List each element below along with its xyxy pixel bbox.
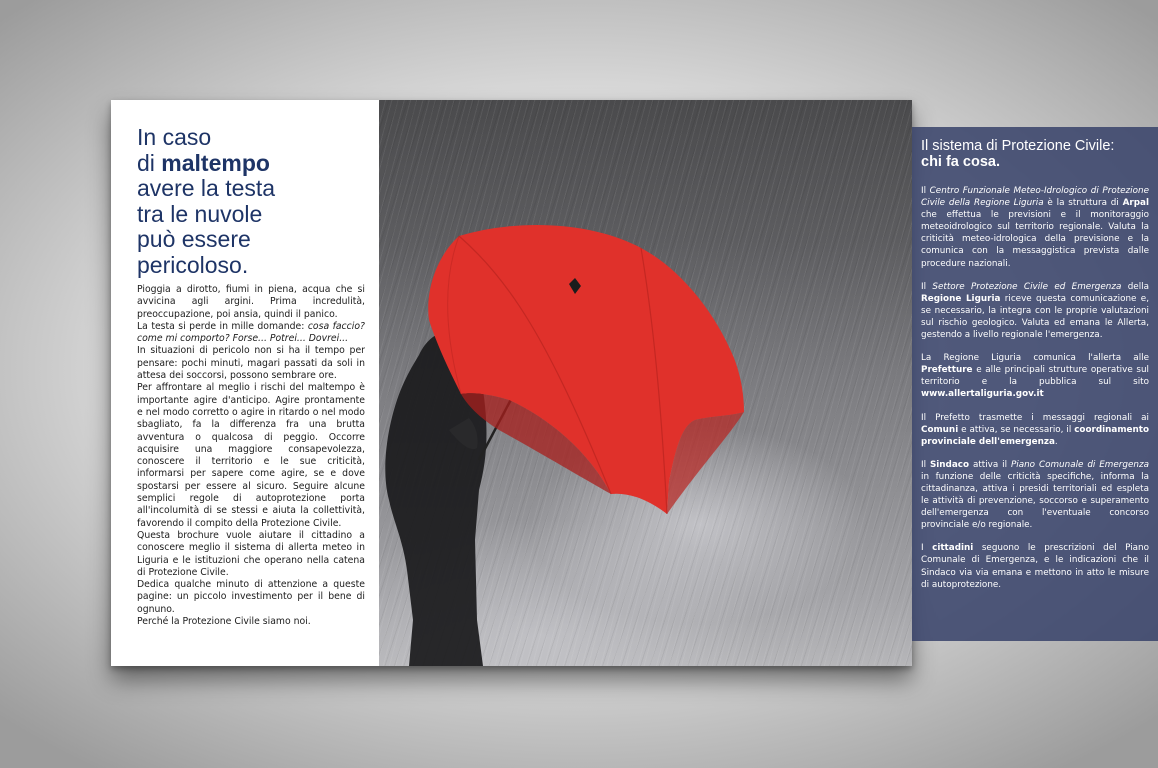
info-span: della xyxy=(1121,281,1149,292)
info-box-title xyxy=(921,138,1149,170)
info-italic: Centro Funzionale Meteo-Idrologico di Protezione Civile della Regione Liguria xyxy=(921,186,1149,209)
website-link: www.allertaliguria.gov.it xyxy=(921,389,1044,400)
body-span: La testa si perde in mille domande: xyxy=(137,320,308,332)
info-paragraph-sindaco xyxy=(921,459,1149,532)
info-bold: Regione Liguria xyxy=(921,293,1001,304)
headline-line xyxy=(137,151,377,177)
info-paragraph-cittadini xyxy=(921,542,1149,590)
body-paragraph: Perché la Protezione Civile siamo noi. xyxy=(137,616,311,628)
info-span: è la struttura di xyxy=(1043,198,1123,209)
headline-line: In caso xyxy=(137,124,212,150)
headline-line: avere la testa xyxy=(137,175,276,201)
info-bold: coordinamento provinciale dell'emergenza xyxy=(921,424,1149,447)
info-bold: Comuni xyxy=(921,424,959,435)
info-bold: Prefetture xyxy=(921,365,973,376)
info-paragraph-prefetture xyxy=(921,352,1149,400)
headline-prefix: di xyxy=(137,149,162,176)
left-text-panel xyxy=(111,100,379,666)
rain-umbrella-photo xyxy=(379,100,1150,666)
info-span: e alle principali strutture operative sul territorio e la pubblica sul sito xyxy=(921,365,1149,388)
headline-line: pericoloso. xyxy=(137,251,249,278)
brochure-spread xyxy=(111,100,1150,666)
info-span: Il xyxy=(921,281,933,292)
body-paragraph: Pioggia a dirotto, fiumi in piena, acqua che si avvicina agli argini. Prima incredulità, preoccupazione, poi ansia, quindi il panico. xyxy=(137,284,365,320)
info-paragraph-regione xyxy=(921,281,1149,341)
body-paragraph: Questa brochure vuole aiutare il cittadino a conoscere meglio il sistema di allerta meteo in Liguria e le istituzioni che operano nella catena di Protezione Civile. xyxy=(137,529,365,578)
info-span: . xyxy=(1054,436,1058,447)
info-span: in funzione delle criticità specifiche, informa la cittadinanza, attiva i presidi territoriali ed espleta le attività di prevenzione, soccorso e superamento dell'emergenza con l'eventuale concorso provinciale e/o regionale. xyxy=(921,471,1149,531)
info-box-protezione-civile xyxy=(912,127,1158,641)
headline-line: tra le nuvole xyxy=(137,200,263,227)
info-bold: cittadini xyxy=(932,543,974,554)
info-span: La Regione Liguria comunica l'allerta alle xyxy=(921,353,1149,364)
info-span: Il Prefetto trasmette i messaggi regionali ai xyxy=(921,412,1149,423)
info-span: e attiva, se necessario, il xyxy=(958,424,1075,435)
umbrella-person-illustration xyxy=(379,100,912,666)
info-title-line: Il sistema di Protezione Civile: xyxy=(921,138,1115,154)
body-paragraph xyxy=(137,321,365,346)
info-span: riceve questa comunicazione e, se necessario, la integra con le proprie valutazioni sul rischio geologico. Valuta ed emana le Allerta, gestendo a livello regionale l'emergenza. xyxy=(921,293,1150,341)
body-paragraph: Per affrontare al meglio i rischi del maltempo è importante agire d'anticipo. Agire prontamente e nel modo corretto o agire in ritardo o nel modo sbagliato, fa la differenza fra una brutta avventura o qualcosa di peggio. Occorre acquisire una maggiore consapevolezza, conoscere il territorio e le sue criticità, informarsi per sapere come agire, se e dove spostarsi per essere al sicuro. Seguire alcune semplici regole di autoprotezione porta all'incolumità di se stessi e aiuta la collettività, favorendo il compito della Protezione Civile. xyxy=(137,382,365,529)
info-bold: Sindaco xyxy=(929,459,970,470)
info-title-line: chi fa cosa. xyxy=(921,154,1000,170)
info-span: seguono le prescrizioni del Piano Comunale di Emergenza, e le indicazioni che il Sindaco via via emana e mettono in atto le misure di autoprotezione. xyxy=(921,543,1149,590)
info-span: Il xyxy=(921,459,930,470)
info-italic: Settore Protezione Civile ed Emergenza xyxy=(932,281,1122,292)
intro-body-text xyxy=(137,284,365,628)
info-paragraph-prefetto xyxy=(921,412,1149,448)
body-paragraph: In situazioni di pericolo non si ha il tempo per pensare: pochi minuti, magari passati da soli in attesa dei soccorsi, possono sembrare ore. xyxy=(137,345,365,382)
body-paragraph: Dedica qualche minuto di attenzione a queste pagine: un piccolo investimento per il bene di ognuno. xyxy=(137,579,365,615)
headline xyxy=(137,125,377,278)
info-bold: Arpal xyxy=(1122,198,1149,209)
info-span: che effettua le previsioni e il monitoraggio meteoidrologico sul territorio regionale. Valuta la criticità meteo-idrologica della previsione e la comunica con la messaggistica prevista dalle procedure nazionali. xyxy=(921,210,1149,269)
info-span: I xyxy=(921,543,933,554)
info-span: Il xyxy=(921,186,930,196)
body-italic: cosa faccio? come mi comporto? Forse... Potrei... Dovrei... xyxy=(137,320,365,345)
headline-keyword: maltempo xyxy=(161,149,270,176)
info-span: attiva il xyxy=(969,459,1011,470)
info-paragraph-centro-funzionale xyxy=(921,185,1149,270)
headline-line: può essere xyxy=(137,226,251,252)
info-italic: Piano Comunale di Emergenza xyxy=(1010,459,1149,470)
